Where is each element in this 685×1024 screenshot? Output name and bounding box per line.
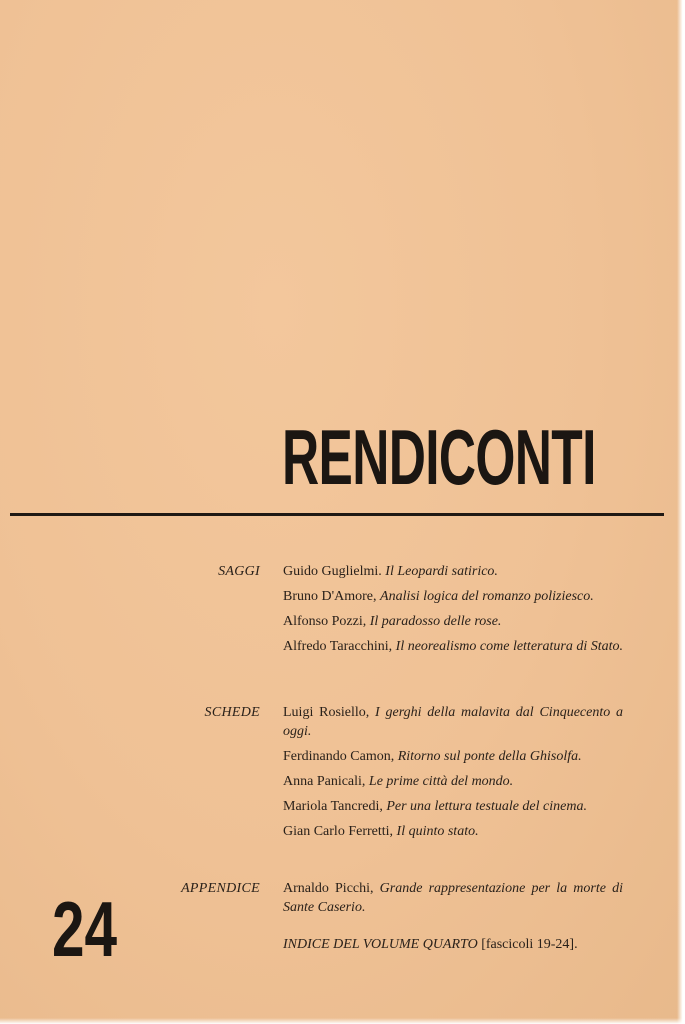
entry-title: Analisi logica del romanzo poliziesco. — [380, 589, 594, 604]
toc-entry — [283, 879, 623, 917]
section-entries — [283, 879, 623, 923]
entry-author: Mariola Tancredi, — [283, 799, 387, 814]
toc-entry — [283, 562, 623, 581]
entry-author: Alfonso Pozzi, — [283, 614, 370, 629]
entry-title: Grande rappresentazione per la morte di Sante Caserio. — [283, 881, 623, 915]
entry-author: Ferdinando Camon, — [283, 749, 398, 764]
entry-author: Bruno D'Amore, — [283, 589, 381, 604]
section-entries — [283, 703, 623, 847]
section-entries — [283, 562, 623, 662]
toc-entry — [283, 612, 623, 631]
entry-author: Gian Carlo Ferretti, — [283, 824, 397, 839]
toc-entry — [283, 637, 623, 656]
entry-title: Il paradosso delle rose. — [369, 614, 502, 629]
entry-title: Le prime città del mondo. — [368, 774, 514, 789]
title-rule — [10, 513, 664, 516]
toc-entry — [283, 797, 623, 816]
toc-entry — [283, 822, 623, 841]
entry-title: Il Leopardi satirico. — [385, 564, 498, 579]
page-edge-bottom — [0, 1018, 685, 1024]
section-label: SCHEDE — [204, 705, 260, 720]
index-title: INDICE DEL VOLUME QUARTO — [283, 937, 478, 952]
entry-title: Per una lettura testuale del cinema. — [386, 799, 587, 814]
entry-title: Ritorno sul ponte della Ghisolfa. — [397, 749, 582, 764]
issue-number: 24 — [52, 885, 118, 973]
section-label: SAGGI — [218, 564, 260, 579]
toc-entry — [283, 772, 623, 791]
toc-entry — [283, 587, 623, 606]
toc-entry — [283, 747, 623, 766]
entry-author: Guido Guglielmi. — [283, 564, 386, 579]
page-edge-right — [677, 0, 685, 1024]
volume-index-entry — [283, 935, 623, 954]
entry-title: I gerghi della malavita dal Cinquecento a oggi. — [283, 705, 623, 739]
section-label: APPENDICE — [181, 881, 260, 896]
entry-author: Alfredo Taracchini, — [283, 639, 396, 654]
toc-entry — [283, 703, 623, 741]
entry-author: Arnaldo Picchi, — [283, 881, 380, 896]
index-note: [fascicoli 19-24]. — [477, 937, 578, 952]
entry-title: Il quinto stato. — [396, 824, 479, 839]
journal-title: RENDICONTI — [282, 413, 596, 501]
entry-title: Il neorealismo come letteratura di Stato. — [395, 639, 623, 654]
entry-author: Luigi Rosiello, — [283, 705, 376, 720]
entry-author: Anna Panicali, — [283, 774, 369, 789]
